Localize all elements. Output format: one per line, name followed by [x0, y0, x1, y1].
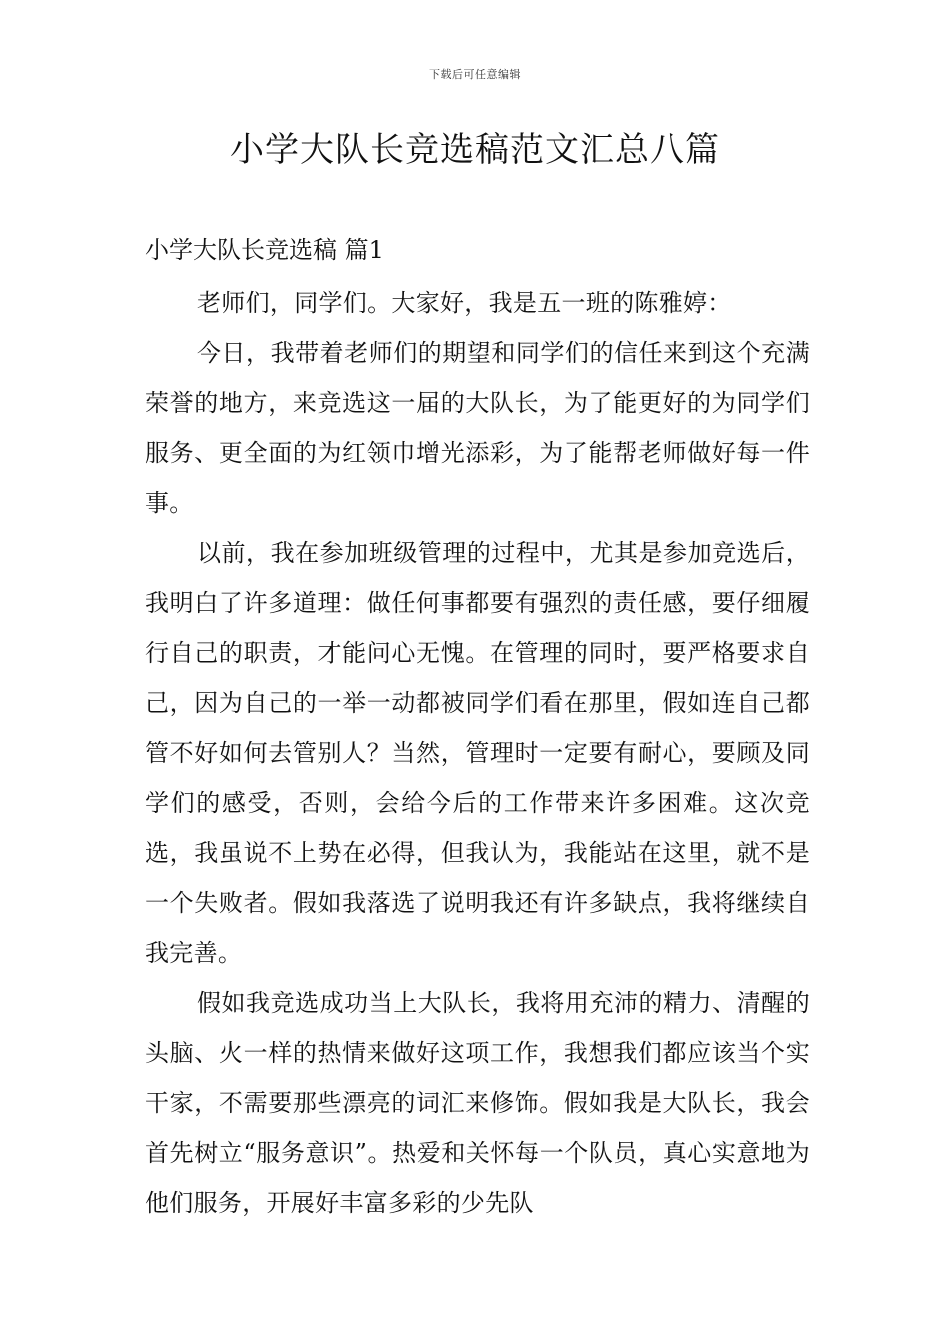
header-note: 下载后可任意编辑: [429, 68, 521, 81]
paragraph-intro: 今日，我带着老师们的期望和同学们的信任来到这个充满荣誉的地方，来竞选这一届的大队长，为了能更好的为同学们服务、更全面的为红领巾增光添彩，为了能帮老师做好每一件事。: [145, 339, 810, 517]
body-text: [145, 278, 810, 1228]
paragraph-plan: 假如我竞选成功当上大队长，我将用充沛的精力、清醒的头脑、火一样的热情来做好这项工作，我想我们都应该当个实干家，不需要那些漂亮的词汇来修饰。假如我是大队长，我会首先树立“服务意识”。热爱和关怀每一个队员，真心实意地为他们服务，开展好丰富多彩的少先队: [145, 989, 810, 1217]
document-title: 小学大队长竞选稿范文汇总八篇: [230, 130, 720, 170]
section-heading: 小学大队长竞选稿 篇1: [145, 236, 384, 264]
paragraph-greeting: 老师们，同学们。大家好，我是五一班的陈雅婷：: [197, 289, 732, 317]
paragraph-experience: 以前，我在参加班级管理的过程中，尤其是参加竞选后，我明白了许多道理：做任何事都要有强烈的责任感，要仔细履行自己的职责，才能问心无愧。在管理的同时，要严格要求自己，因为自己的一举一动都被同学们看在那里，假如连自己都管不好如何去管别人？当然，管理时一定要有耐心，要顾及同学们的感受，否则，会给今后的工作带来许多困难。这次竞选，我虽说不上势在必得，但我认为，我能站在这里，就不是一个失败者。假如我落选了说明我还有许多缺点，我将继续自我完善。: [145, 539, 810, 967]
